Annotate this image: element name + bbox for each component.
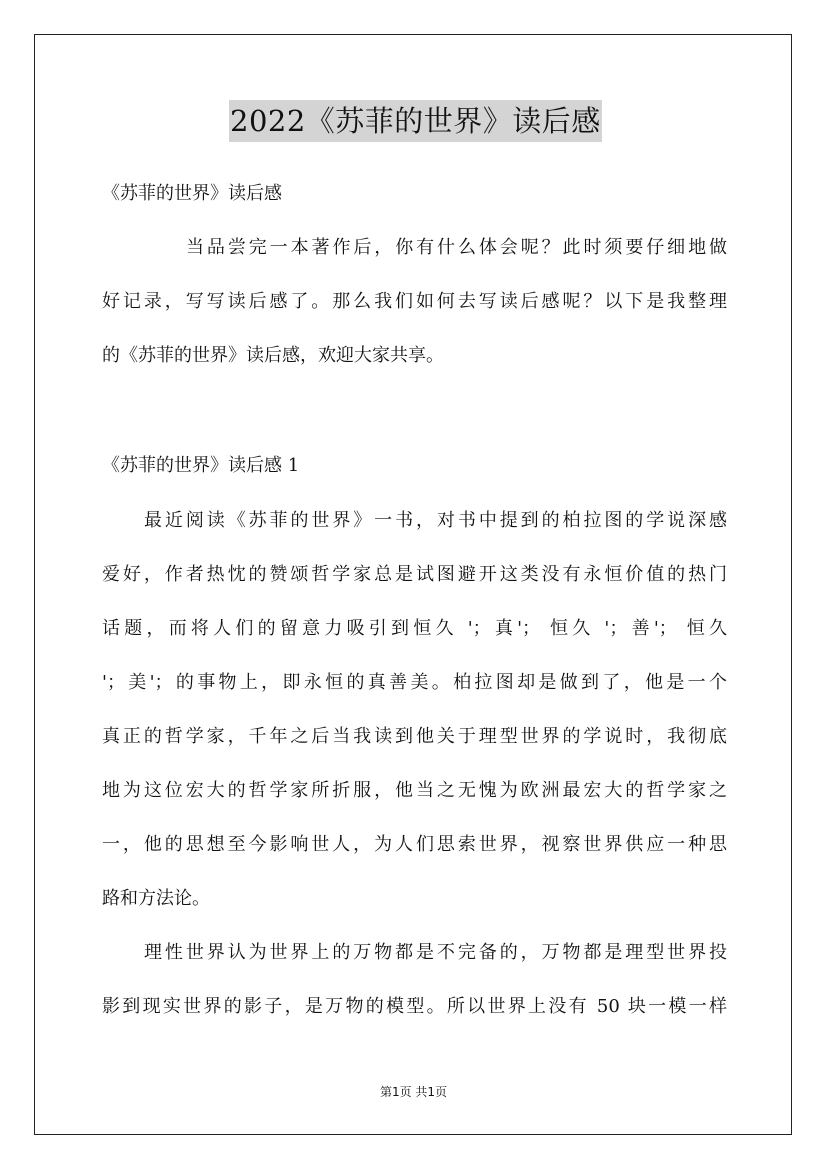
intro-line-1: 当品尝完一本著作后，你有什么体会呢？此时须要仔细地做 bbox=[186, 237, 727, 258]
intro-line-2: 好记录，写写读后感了。那么我们如何去写读后感呢？以下是我整理 bbox=[102, 291, 727, 312]
body-line-2: 爱好，作者热忱的赞颂哲学家总是试图避开这类没有永恒价值的热门 bbox=[102, 564, 727, 585]
intro-line-3: 的《苏菲的世界》读后感，欢迎大家共享。 bbox=[102, 345, 444, 366]
body-line-4: '；美'；的事物上，即永恒的真善美。柏拉图却是做到了，他是一个 bbox=[102, 672, 727, 693]
document-subtitle: 《苏菲的世界》读后感 bbox=[102, 183, 282, 204]
body-line-8: 路和方法论。 bbox=[102, 888, 210, 909]
body-line-5: 真正的哲学家，千年之后当我读到他关于理型世界的学说时，我彻底 bbox=[102, 726, 727, 747]
body-line-10: 影到现实世界的影子，是万物的模型。所以世界上没有 50 块一模一样 bbox=[102, 996, 727, 1017]
body-line-9: 理性世界认为世界上的万物都是不完备的，万物都是理型世界投 bbox=[144, 942, 727, 963]
section-heading: 《苏菲的世界》读后感 1 bbox=[102, 455, 300, 476]
body-line-7: 一，他的思想至今影响世人，为人们思索世界，视察世界供应一种思 bbox=[102, 834, 727, 855]
body-line-6: 地为这位宏大的哲学家所折服，他当之无愧为欧洲最宏大的哲学家之 bbox=[102, 780, 727, 801]
document-title: 2022《苏菲的世界》读后感 bbox=[229, 100, 602, 142]
body-line-3: 话题，而将人们的留意力吸引到恒久 '；真'； 恒久 '；善'； 恒久 bbox=[102, 618, 727, 639]
body-line-1: 最近阅读《苏菲的世界》一书，对书中提到的柏拉图的学说深感 bbox=[144, 510, 727, 531]
page-number-footer: 第1页 共1页 bbox=[379, 1085, 448, 1099]
